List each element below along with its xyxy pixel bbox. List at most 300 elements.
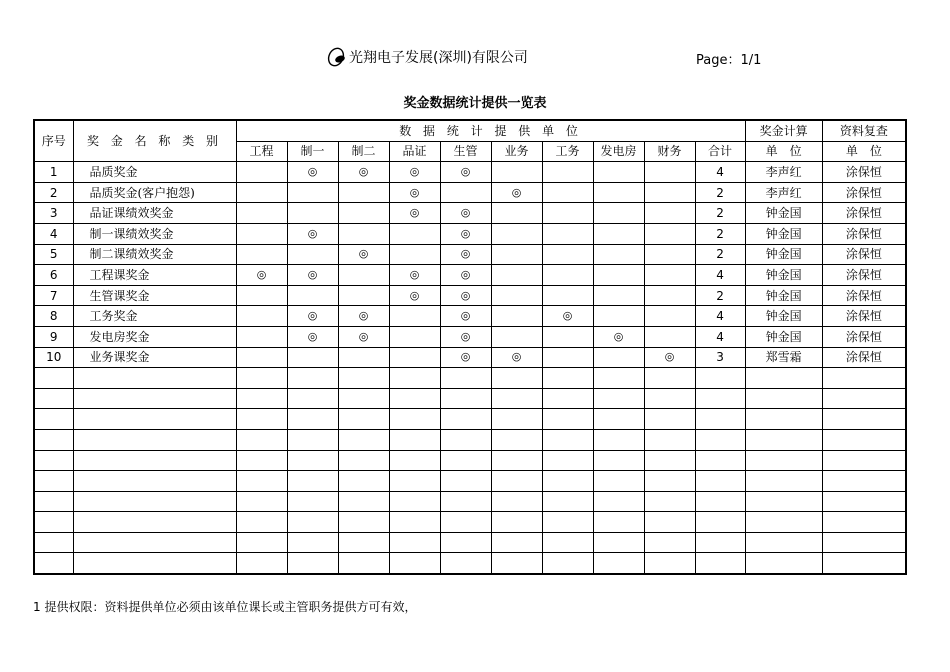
row-calc-unit: 钟金国 (745, 285, 822, 306)
row-mark-品证 (389, 326, 440, 347)
row-mark-制一 (287, 285, 338, 306)
row-mark-品证 (389, 306, 440, 327)
table-row (34, 326, 906, 347)
empty-cell (389, 429, 440, 450)
empty-cell (745, 512, 822, 533)
row-mark-生管: ◎ (440, 244, 491, 265)
empty-cell (440, 429, 491, 450)
row-calc-unit: 郑雪霜 (745, 347, 822, 368)
row-review-unit: 涂保恒 (822, 326, 906, 347)
row-mark-工程 (236, 326, 287, 347)
header-dept-9: 合计 (695, 141, 745, 162)
empty-cell (287, 429, 338, 450)
document-title: 奖金数据统计提供一览表 (403, 96, 547, 111)
empty-cell (73, 388, 236, 409)
row-mark-制一 (287, 244, 338, 265)
row-mark-财务 (644, 244, 695, 265)
header-calc-unit-line1: 奖金计算 (745, 120, 822, 141)
row-mark-工务 (542, 162, 593, 183)
row-mark-业务 (491, 162, 542, 183)
empty-cell (287, 450, 338, 471)
row-mark-业务 (491, 244, 542, 265)
row-mark-制二: ◎ (338, 306, 389, 327)
row-mark-工务 (542, 223, 593, 244)
empty-cell (236, 429, 287, 450)
row-mark-品证 (389, 347, 440, 368)
empty-cell (440, 553, 491, 574)
header-dept-5: 业务 (491, 141, 542, 162)
empty-cell (745, 388, 822, 409)
empty-cell (542, 450, 593, 471)
empty-cell (34, 450, 73, 471)
row-mark-制二: ◎ (338, 244, 389, 265)
empty-cell (542, 512, 593, 533)
row-review-unit: 涂保恒 (822, 203, 906, 224)
table-row (34, 450, 906, 471)
row-mark-发电房 (593, 182, 644, 203)
table-row (34, 223, 906, 244)
empty-cell (491, 450, 542, 471)
header-seq: 序号 (34, 120, 73, 162)
row-seq: 1 (34, 162, 73, 183)
row-mark-工务 (542, 244, 593, 265)
row-mark-制一: ◎ (287, 306, 338, 327)
row-mark-工程 (236, 285, 287, 306)
empty-cell (236, 553, 287, 574)
empty-cell (73, 409, 236, 430)
empty-cell (542, 471, 593, 492)
empty-cell (822, 409, 906, 430)
table-row (34, 244, 906, 265)
empty-cell (389, 491, 440, 512)
empty-cell (34, 368, 73, 389)
row-mark-发电房 (593, 285, 644, 306)
empty-cell (593, 368, 644, 389)
row-review-unit: 涂保恒 (822, 265, 906, 286)
empty-cell (822, 512, 906, 533)
empty-cell (34, 491, 73, 512)
row-mark-业务 (491, 223, 542, 244)
empty-cell (593, 429, 644, 450)
footnote-number: 1 (33, 600, 41, 614)
empty-cell (34, 471, 73, 492)
empty-cell (542, 429, 593, 450)
empty-cell (593, 553, 644, 574)
table-row (34, 429, 906, 450)
empty-cell (236, 512, 287, 533)
row-bonus-name: 品质奖金(客户抱怨) (73, 182, 236, 203)
row-mark-业务 (491, 203, 542, 224)
empty-cell (389, 388, 440, 409)
company-name (326, 46, 528, 68)
empty-cell (593, 450, 644, 471)
row-mark-财务 (644, 203, 695, 224)
empty-cell (236, 409, 287, 430)
empty-cell (745, 491, 822, 512)
header-provider-group: 数 据 统 计 提 供 单 位 (236, 120, 745, 141)
row-mark-财务 (644, 265, 695, 286)
row-calc-unit: 李声红 (745, 162, 822, 183)
empty-cell (338, 553, 389, 574)
row-mark-制一: ◎ (287, 326, 338, 347)
empty-cell (822, 471, 906, 492)
empty-cell (287, 532, 338, 553)
row-mark-生管 (440, 182, 491, 203)
header-row-1 (34, 120, 906, 141)
empty-cell (34, 429, 73, 450)
empty-cell (644, 429, 695, 450)
row-mark-制二 (338, 223, 389, 244)
row-mark-品证: ◎ (389, 162, 440, 183)
empty-cell (34, 532, 73, 553)
row-total: 2 (695, 244, 745, 265)
empty-cell (34, 553, 73, 574)
empty-cell (695, 388, 745, 409)
empty-cell (73, 450, 236, 471)
row-mark-工务 (542, 203, 593, 224)
row-mark-业务: ◎ (491, 347, 542, 368)
row-mark-工程 (236, 306, 287, 327)
table-row (34, 388, 906, 409)
row-total: 4 (695, 162, 745, 183)
row-review-unit: 涂保恒 (822, 244, 906, 265)
row-review-unit: 涂保恒 (822, 347, 906, 368)
row-mark-生管: ◎ (440, 223, 491, 244)
empty-cell (73, 512, 236, 533)
empty-cell (644, 491, 695, 512)
empty-cell (287, 491, 338, 512)
row-mark-品证 (389, 244, 440, 265)
empty-cell (644, 368, 695, 389)
empty-cell (287, 553, 338, 574)
row-bonus-name: 制二课绩效奖金 (73, 244, 236, 265)
row-mark-制二: ◎ (338, 326, 389, 347)
row-seq: 6 (34, 265, 73, 286)
empty-cell (440, 512, 491, 533)
empty-cell (695, 512, 745, 533)
table-row (34, 491, 906, 512)
bonus-data-table (33, 119, 907, 575)
empty-cell (822, 491, 906, 512)
empty-cell (389, 512, 440, 533)
row-bonus-name: 发电房奖金 (73, 326, 236, 347)
row-seq: 7 (34, 285, 73, 306)
empty-cell (593, 409, 644, 430)
empty-cell (287, 409, 338, 430)
row-total: 2 (695, 203, 745, 224)
row-mark-财务 (644, 182, 695, 203)
row-mark-工程 (236, 203, 287, 224)
row-calc-unit: 钟金国 (745, 244, 822, 265)
row-mark-生管: ◎ (440, 306, 491, 327)
empty-cell (542, 491, 593, 512)
empty-cell (491, 368, 542, 389)
table-row (34, 203, 906, 224)
row-calc-unit: 钟金国 (745, 203, 822, 224)
row-bonus-name: 业务课奖金 (73, 347, 236, 368)
empty-cell (745, 368, 822, 389)
empty-cell (491, 429, 542, 450)
empty-cell (287, 368, 338, 389)
empty-cell (338, 450, 389, 471)
row-bonus-name: 品质奖金 (73, 162, 236, 183)
empty-cell (644, 471, 695, 492)
empty-cell (491, 532, 542, 553)
row-mark-制一: ◎ (287, 223, 338, 244)
row-mark-品证: ◎ (389, 265, 440, 286)
row-mark-发电房 (593, 265, 644, 286)
header-review-unit-line1: 资料复查 (822, 120, 906, 141)
row-mark-制二 (338, 182, 389, 203)
table-row (34, 368, 906, 389)
row-mark-工务 (542, 285, 593, 306)
row-mark-发电房 (593, 347, 644, 368)
empty-cell (236, 532, 287, 553)
empty-cell (593, 491, 644, 512)
empty-cell (491, 553, 542, 574)
row-mark-业务 (491, 265, 542, 286)
empty-cell (695, 471, 745, 492)
row-calc-unit: 李声红 (745, 182, 822, 203)
row-bonus-name: 制一课绩效奖金 (73, 223, 236, 244)
empty-cell (338, 491, 389, 512)
page-number: Page：1/1 (696, 53, 762, 68)
empty-cell (338, 388, 389, 409)
empty-cell (695, 553, 745, 574)
empty-cell (491, 409, 542, 430)
row-review-unit: 涂保恒 (822, 182, 906, 203)
empty-cell (593, 388, 644, 409)
empty-cell (389, 409, 440, 430)
empty-cell (338, 368, 389, 389)
empty-cell (287, 471, 338, 492)
row-mark-财务 (644, 223, 695, 244)
row-mark-制二 (338, 347, 389, 368)
empty-cell (389, 471, 440, 492)
empty-cell (644, 553, 695, 574)
row-mark-工程: ◎ (236, 265, 287, 286)
empty-cell (440, 388, 491, 409)
table-row (34, 409, 906, 430)
row-mark-业务 (491, 326, 542, 347)
header-dept-6: 工务 (542, 141, 593, 162)
empty-cell (440, 409, 491, 430)
empty-cell (822, 553, 906, 574)
row-mark-工务 (542, 326, 593, 347)
row-mark-生管: ◎ (440, 162, 491, 183)
empty-cell (822, 429, 906, 450)
row-mark-制一: ◎ (287, 162, 338, 183)
header-dept-0: 工程 (236, 141, 287, 162)
row-total: 2 (695, 285, 745, 306)
row-seq: 4 (34, 223, 73, 244)
row-mark-制一 (287, 347, 338, 368)
table-row (34, 532, 906, 553)
header-dept-2: 制二 (338, 141, 389, 162)
empty-cell (73, 429, 236, 450)
empty-cell (236, 368, 287, 389)
empty-cell (745, 450, 822, 471)
header-dept-3: 品证 (389, 141, 440, 162)
empty-cell (745, 471, 822, 492)
empty-cell (338, 532, 389, 553)
empty-cell (73, 532, 236, 553)
row-mark-工程 (236, 244, 287, 265)
empty-cell (491, 388, 542, 409)
empty-cell (73, 368, 236, 389)
table-row (34, 347, 906, 368)
empty-cell (491, 471, 542, 492)
row-mark-财务: ◎ (644, 347, 695, 368)
row-mark-制一 (287, 182, 338, 203)
empty-cell (440, 471, 491, 492)
row-bonus-name: 工程课奖金 (73, 265, 236, 286)
table-row (34, 471, 906, 492)
row-mark-工程 (236, 162, 287, 183)
empty-cell (593, 471, 644, 492)
row-review-unit: 涂保恒 (822, 223, 906, 244)
empty-cell (440, 491, 491, 512)
empty-cell (644, 450, 695, 471)
empty-cell (338, 429, 389, 450)
row-calc-unit: 钟金国 (745, 265, 822, 286)
row-mark-工程 (236, 347, 287, 368)
empty-cell (491, 512, 542, 533)
row-calc-unit: 钟金国 (745, 326, 822, 347)
header-dept-7: 发电房 (593, 141, 644, 162)
row-calc-unit: 钟金国 (745, 223, 822, 244)
row-mark-财务 (644, 326, 695, 347)
header-calc-unit-line2: 单 位 (745, 141, 822, 162)
row-mark-发电房 (593, 223, 644, 244)
empty-cell (644, 512, 695, 533)
row-mark-工务 (542, 182, 593, 203)
empty-cell (389, 532, 440, 553)
empty-cell (236, 388, 287, 409)
row-mark-财务 (644, 162, 695, 183)
row-mark-制二: ◎ (338, 162, 389, 183)
row-bonus-name: 生管课奖金 (73, 285, 236, 306)
row-seq: 2 (34, 182, 73, 203)
row-mark-发电房 (593, 244, 644, 265)
row-review-unit: 涂保恒 (822, 306, 906, 327)
empty-cell (695, 491, 745, 512)
row-mark-工务 (542, 265, 593, 286)
empty-cell (822, 368, 906, 389)
empty-cell (440, 532, 491, 553)
row-mark-制二 (338, 285, 389, 306)
row-mark-发电房 (593, 162, 644, 183)
empty-cell (822, 450, 906, 471)
row-mark-工务: ◎ (542, 306, 593, 327)
row-seq: 5 (34, 244, 73, 265)
empty-cell (236, 491, 287, 512)
empty-cell (338, 471, 389, 492)
empty-cell (338, 512, 389, 533)
header-dept-8: 财务 (644, 141, 695, 162)
header-dept-1: 制一 (287, 141, 338, 162)
empty-cell (695, 409, 745, 430)
empty-cell (695, 450, 745, 471)
row-mark-品证 (389, 223, 440, 244)
row-mark-发电房 (593, 203, 644, 224)
company-logo-icon (326, 46, 348, 68)
row-calc-unit: 钟金国 (745, 306, 822, 327)
empty-cell (73, 491, 236, 512)
empty-cell (491, 491, 542, 512)
row-mark-品证: ◎ (389, 285, 440, 306)
empty-cell (695, 532, 745, 553)
row-total: 2 (695, 182, 745, 203)
row-mark-业务: ◎ (491, 182, 542, 203)
table-row (34, 306, 906, 327)
row-total: 3 (695, 347, 745, 368)
row-review-unit: 涂保恒 (822, 162, 906, 183)
row-mark-工程 (236, 182, 287, 203)
empty-cell (822, 388, 906, 409)
empty-cell (287, 512, 338, 533)
empty-cell (389, 368, 440, 389)
row-bonus-name: 品证课绩效奖金 (73, 203, 236, 224)
row-mark-生管: ◎ (440, 285, 491, 306)
row-mark-制二 (338, 265, 389, 286)
empty-cell (745, 429, 822, 450)
empty-cell (644, 388, 695, 409)
row-total: 4 (695, 306, 745, 327)
empty-cell (542, 553, 593, 574)
row-mark-生管: ◎ (440, 265, 491, 286)
empty-cell (542, 388, 593, 409)
empty-cell (34, 409, 73, 430)
row-review-unit: 涂保恒 (822, 285, 906, 306)
empty-cell (338, 409, 389, 430)
empty-cell (73, 471, 236, 492)
row-mark-财务 (644, 306, 695, 327)
document-header (0, 44, 950, 72)
row-mark-工程 (236, 223, 287, 244)
row-mark-工务 (542, 347, 593, 368)
empty-cell (440, 450, 491, 471)
row-mark-财务 (644, 285, 695, 306)
row-seq: 3 (34, 203, 73, 224)
header-bonus-name: 奖 金 名 称 类 别 (73, 120, 236, 162)
row-bonus-name: 工务奖金 (73, 306, 236, 327)
row-mark-发电房: ◎ (593, 326, 644, 347)
table-row (34, 265, 906, 286)
empty-cell (695, 368, 745, 389)
header-review-unit-line2: 单 位 (822, 141, 906, 162)
header-dept-4: 生管 (440, 141, 491, 162)
empty-cell (236, 471, 287, 492)
empty-cell (287, 388, 338, 409)
row-mark-业务 (491, 306, 542, 327)
row-total: 2 (695, 223, 745, 244)
empty-cell (695, 429, 745, 450)
table-row (34, 162, 906, 183)
row-mark-制一 (287, 203, 338, 224)
empty-cell (73, 553, 236, 574)
row-mark-制二 (338, 203, 389, 224)
empty-cell (644, 532, 695, 553)
empty-cell (542, 532, 593, 553)
empty-cell (644, 409, 695, 430)
row-mark-发电房 (593, 306, 644, 327)
empty-cell (34, 388, 73, 409)
table-row (34, 553, 906, 574)
row-mark-制一: ◎ (287, 265, 338, 286)
row-mark-生管: ◎ (440, 347, 491, 368)
empty-cell (389, 553, 440, 574)
